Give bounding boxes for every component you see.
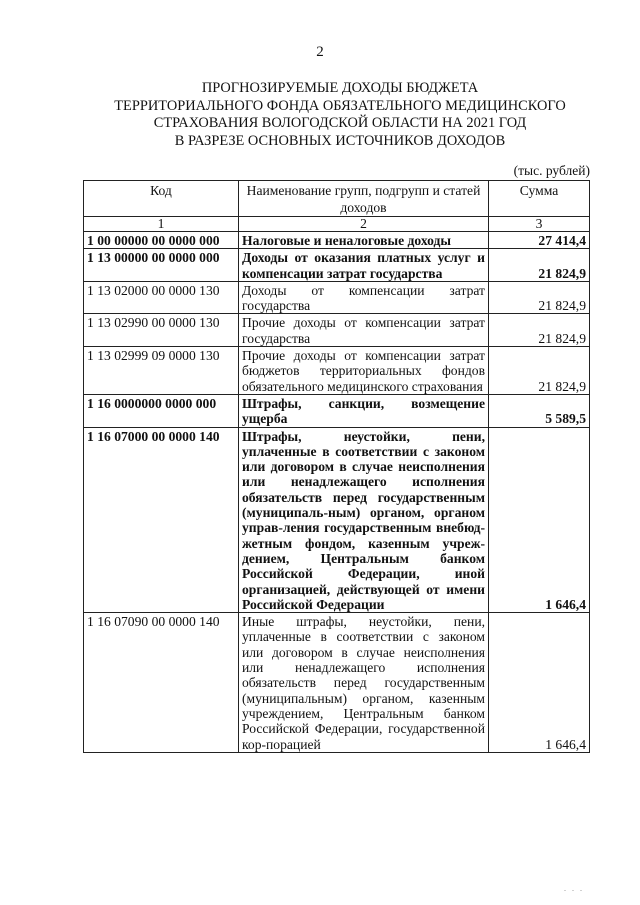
table-header-row	[84, 181, 590, 217]
units-label: (тыс. рублей)	[513, 163, 590, 178]
amount-cell: 21 824,9	[489, 314, 590, 347]
column-number: 2	[239, 217, 489, 232]
name-cell: Доходы от оказания платных услуг и компенсации затрат государства	[239, 249, 489, 282]
revenue-table	[83, 180, 590, 753]
amount-cell: 1 646,4	[489, 613, 590, 753]
name-cell: Прочие доходы от компенсации затрат государства	[239, 314, 489, 347]
header-code: Код	[84, 181, 239, 217]
code-cell: 1 13 02990 00 0000 130	[84, 314, 239, 347]
amount-cell: 5 589,5	[489, 394, 590, 427]
code-cell: 1 16 07090 00 0000 140	[84, 613, 239, 753]
header-name: Наименование групп, подгрупп и статей доходов	[239, 181, 489, 217]
table-row	[84, 232, 590, 249]
name-cell: Доходы от компенсации затрат государства	[239, 281, 489, 314]
header-amount: Сумма	[489, 181, 590, 217]
code-cell: 1 13 02999 09 0000 130	[84, 347, 239, 395]
table-row	[84, 281, 590, 314]
column-number: 1	[84, 217, 239, 232]
column-number: 3	[489, 217, 590, 232]
name-cell: Штрафы, неустойки, пени, уплаченные в соответствии с законом или договором в случае неисполнения или ненадлежащего исполнения обязательств перед государственным (муниципаль-ным) органом, органом управ-ления государственным внебюд-жетным фондом, казенным учреж-дением, Центральным банком Российской Федерации, иной организацией, действующей от имени Российской Федерации	[239, 427, 489, 613]
code-cell: 1 00 00000 00 0000 000	[84, 232, 239, 249]
code-cell: 1 13 00000 00 0000 000	[84, 249, 239, 282]
code-cell: 1 13 02000 00 0000 130	[84, 281, 239, 314]
title-line: ТЕРРИТОРИАЛЬНОГО ФОНДА ОБЯЗАТЕЛЬНОГО МЕДИЦИНСКОГО	[114, 97, 566, 114]
amount-cell: 21 824,9	[489, 347, 590, 395]
amount-cell: 27 414,4	[489, 232, 590, 249]
amount-cell: 21 824,9	[489, 281, 590, 314]
title-line: В РАЗРЕЗЕ ОСНОВНЫХ ИСТОЧНИКОВ ДОХОДОВ	[174, 132, 506, 149]
table-row	[84, 394, 590, 427]
table-row	[84, 314, 590, 347]
table-row	[84, 347, 590, 395]
title-line: СТРАХОВАНИЯ ВОЛОГОДСКОЙ ОБЛАСТИ НА 2021 ГОД	[153, 115, 527, 132]
name-cell: Иные штрафы, неустойки, пени, уплаченные в соответствии с законом или договором в случае неисполнения или ненадлежащего исполнения обязательств перед государственным (муниципальным) органом, казенным учреждением, Центральным банком Российской Федерации, государственной кор-порацией	[239, 613, 489, 753]
table-row	[84, 249, 590, 282]
amount-cell: 1 646,4	[489, 427, 590, 613]
code-cell: 1 16 07000 00 0000 140	[84, 427, 239, 613]
table-row	[84, 427, 590, 613]
code-cell: 1 16 0000000 0000 000	[84, 394, 239, 427]
document-title	[80, 80, 600, 150]
amount-cell: 21 824,9	[489, 249, 590, 282]
title-line: ПРОГНОЗИРУЕМЫЕ ДОХОДЫ БЮДЖЕТА	[201, 80, 479, 96]
table-row	[84, 613, 590, 753]
name-cell: Штрафы, санкции, возмещение ущерба	[239, 394, 489, 427]
name-cell: Налоговые и неналоговые доходы	[239, 232, 489, 249]
scan-mark: . . .	[564, 884, 584, 893]
page-number: 2	[316, 44, 324, 60]
column-number-row	[84, 217, 590, 232]
name-cell: Прочие доходы от компенсации затрат бюджетов территориальных фондов обязательного медицинского страхования	[239, 347, 489, 395]
